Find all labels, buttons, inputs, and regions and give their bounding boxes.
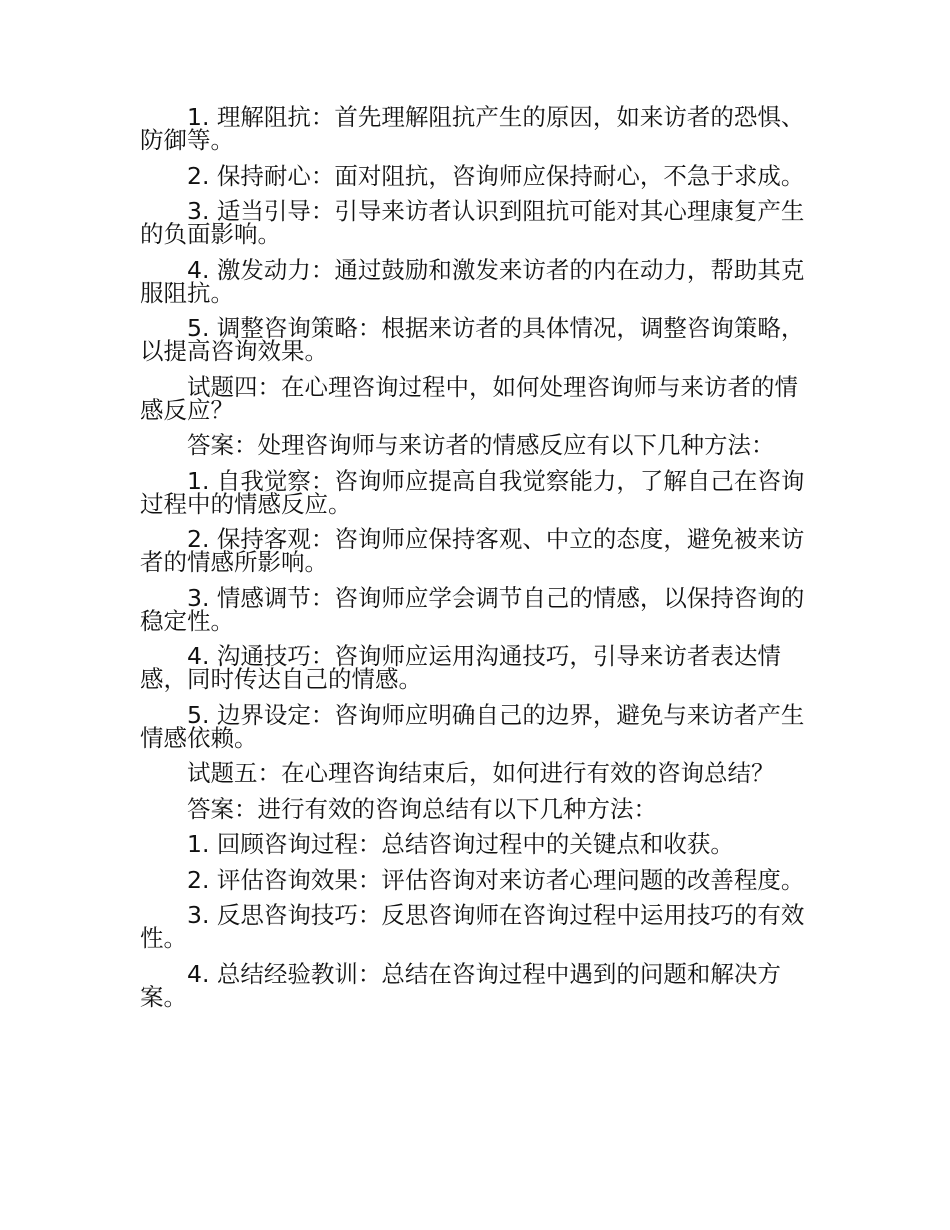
- paragraph-summary-lessons: 4. 总结经验教训：总结在咨询过程中遇到的问题和解决方案。: [140, 959, 781, 1011]
- question-four: 试题四：在心理咨询过程中，如何处理咨询师与来访者的情感反应？: [140, 372, 798, 424]
- answer-five-intro: 答案：进行有效的咨询总结有以下几种方法：: [187, 794, 657, 823]
- paragraph-emotion-boundary: 5. 边界设定：咨询师应明确自己的边界，避免与来访者产生情感依赖。: [140, 700, 805, 752]
- paragraph-summary-evaluate: 2. 评估咨询效果：评估咨询对来访者心理问题的改善程度。: [187, 865, 805, 894]
- paragraph-emotion-regulation: 3. 情感调节：咨询师应学会调节自己的情感，以保持咨询的稳定性。: [140, 583, 805, 635]
- paragraph-resistance-patience: 2. 保持耐心：面对阻抗，咨询师应保持耐心，不急于求成。: [187, 161, 805, 190]
- paragraph-emotion-objective: 2. 保持客观：咨询师应保持客观、中立的态度，避免被来访者的情感所影响。: [140, 525, 805, 576]
- paragraph-resistance-understand: 1. 理解阻抗：首先理解阻抗产生的原因，如来访者的恐惧、防御等。: [140, 103, 805, 154]
- paragraph-resistance-motivate: 4. 激发动力：通过鼓励和激发来访者的内在动力，帮助其克服阻抗。: [140, 255, 805, 307]
- paragraph-resistance-guide: 3. 适当引导：引导来访者认识到阻抗可能对其心理康复产生的负面影响。: [140, 197, 805, 248]
- document-body: [140, 103, 820, 1021]
- paragraph-emotion-communication: 4. 沟通技巧：咨询师应运用沟通技巧，引导来访者表达情感，同时传达自己的情感。: [140, 642, 781, 693]
- question-five: 试题五：在心理咨询结束后，如何进行有效的咨询总结？: [187, 759, 775, 787]
- paragraph-emotion-awareness: 1. 自我觉察：咨询师应提高自我觉察能力，了解自己在咨询过程中的情感反应。: [140, 466, 805, 518]
- paragraph-summary-reflect: 3. 反思咨询技巧：反思咨询师在咨询过程中运用技巧的有效性。: [140, 901, 805, 952]
- paragraph-resistance-strategy: 5. 调整咨询策略：根据来访者的具体情况，调整咨询策略，以提高咨询效果。: [140, 314, 805, 365]
- paragraph-summary-review: 1. 回顾咨询过程：总结咨询过程中的关键点和收获。: [187, 830, 734, 858]
- answer-four-intro: 答案：处理咨询师与来访者的情感反应有以下几种方法：: [187, 431, 775, 459]
